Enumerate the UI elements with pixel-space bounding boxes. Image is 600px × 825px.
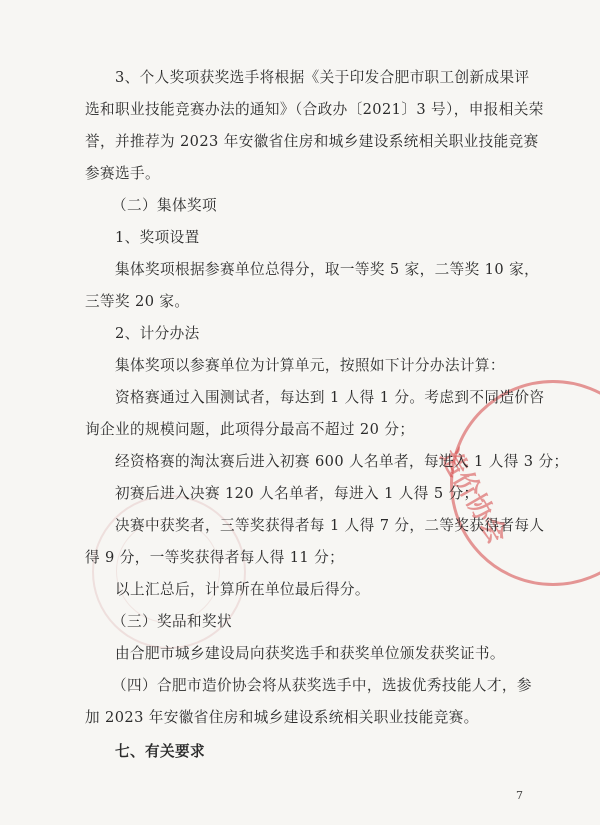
page-number: 7 (516, 789, 523, 802)
text-line: 以上汇总后，计算所在单位最后得分。 (115, 581, 370, 598)
section-heading: （二）集体奖项 (112, 197, 217, 214)
text-line: 询企业的规模问题，此项得分最高不超过 20 分； (85, 421, 415, 438)
red-seal (433, 380, 600, 586)
text-line: 3、个人奖项获奖选手将根据《关于印发合肥市职工创新成果评 (115, 69, 530, 86)
subsection-heading: 2、计分办法 (115, 325, 200, 342)
text-line: 经资格赛的淘汰赛后进入初赛 600 人名单者，每进入 1 人得 3 分； (115, 453, 569, 470)
text-line: 由合肥市城乡建设局向获奖选手和获奖单位颁发获奖证书。 (115, 645, 505, 662)
subsection-heading: 1、奖项设置 (115, 229, 200, 246)
text-line: 得 9 分，一等奖获得者每人得 11 分； (85, 549, 345, 566)
text-line: 参赛选手。 (85, 165, 160, 182)
text-line: 三等奖 20 家。 (85, 293, 190, 310)
text-line: 选和职业技能竞赛办法的通知》（合政办〔2021〕3 号），申报相关荣 (85, 101, 544, 118)
text-line: 初赛后进入决赛 120 人名单者，每进入 1 人得 5 分； (115, 485, 479, 502)
section-heading: （三）奖品和奖状 (112, 613, 232, 630)
seal-text: 造价协会 (433, 444, 512, 550)
text-line: 集体奖项以参赛单位为计算单元，按照如下计分办法计算： (115, 357, 505, 374)
text-line: 誉，并推荐为 2023 年安徽省住房和城乡建设系统相关职业技能竞赛 (85, 133, 539, 150)
text-line: 集体奖项根据参赛单位总得分，取一等奖 5 家，二等奖 10 家， (115, 261, 540, 278)
text-line: 加 2023 年安徽省住房和城乡建设系统相关职业技能竞赛。 (85, 709, 479, 726)
text-line: 资格赛通过入围测试者，每达到 1 人得 1 分。考虑到不同造价咨 (115, 389, 545, 406)
chapter-heading: 七、有关要求 (115, 743, 205, 760)
text-line: （四）合肥市造价协会将从获奖选手中，选拔优秀技能人才，参 (112, 677, 532, 694)
text-line: 决赛中获奖者，三等奖获得者每 1 人得 7 分，二等奖获得者每人 (115, 517, 545, 534)
